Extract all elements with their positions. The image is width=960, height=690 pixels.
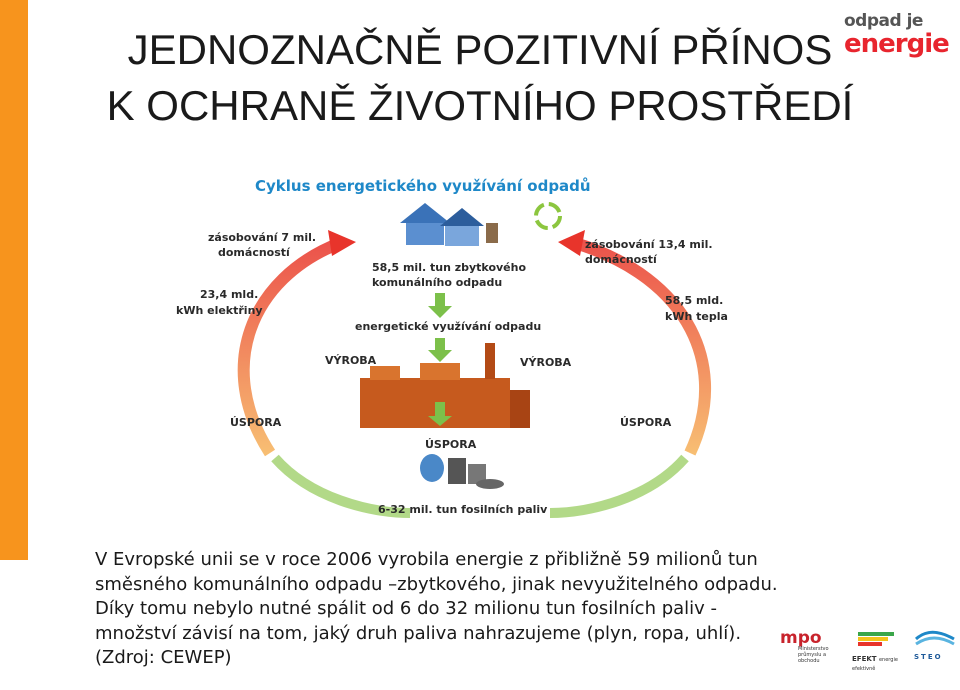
efekt-logo-mark — [852, 630, 904, 650]
efekt-logo-text: EFEKT — [852, 655, 877, 663]
mpo-logo — [780, 628, 840, 664]
page-title — [100, 22, 860, 134]
steo-logo — [914, 630, 956, 660]
brand-logo — [844, 12, 952, 58]
uspora-left-label: ÚSPORA — [230, 416, 282, 429]
title-line-1: JEDNOZNAČNĚ POZITIVNÍ PŘÍNOS — [127, 26, 833, 73]
right-mid-line-1: 58,5 mld. — [665, 294, 724, 307]
body-line-3: Díky tomu nebylo nutné spálit od 6 do 32 milionu tun fosilních paliv - — [95, 598, 718, 619]
fossil-label: 6-32 mil. tun fosilních paliv — [378, 503, 548, 516]
energy-cycle-diagram — [170, 168, 910, 528]
body-line-5: (Zdroj: CEWEP) — [95, 647, 232, 668]
partner-logos — [780, 628, 956, 672]
body-line-2: směsného komunálního odpadu –zbytkového, jinak nevyužitelného odpadu. — [95, 573, 778, 595]
steo-logo-mark — [914, 630, 956, 648]
right-top-line-2: domácností — [585, 253, 657, 266]
left-mid-line-2: kWh elektřiny — [176, 304, 263, 317]
right-mid-line-2: kWh tepla — [665, 310, 728, 323]
energy-cycle-svg — [170, 168, 910, 528]
body-line-4: množství závisí na tom, jaký druh paliva nahrazujeme (plyn, ropa, uhlí). — [95, 622, 742, 644]
uspora-center-label: ÚSPORA — [425, 438, 477, 451]
efekt-logo-small: energie efektivně — [852, 657, 898, 672]
body-paragraph — [95, 548, 835, 671]
left-top-line-1: zásobování 7 mil. — [208, 231, 317, 244]
brand-line-1: odpad je — [844, 11, 923, 31]
left-mid-line-1: 23,4 mld. — [200, 288, 259, 301]
mpo-logo-small: Ministerstvo průmyslu a obchodu — [798, 646, 829, 664]
energy-use-label: energetické využívání odpadu — [355, 320, 542, 333]
vyroba-right-label: VÝROBA — [520, 356, 572, 369]
waste-line-1: 58,5 mil. tun zbytkového — [372, 261, 527, 274]
title-line-2: K OCHRANĚ ŽIVOTNÍHO PROSTŘEDÍ — [106, 82, 854, 129]
left-top-line-2: domácností — [218, 246, 290, 259]
vyroba-left-label: VÝROBA — [325, 354, 377, 367]
body-line-1: V Evropské unii se v roce 2006 vyrobila energie z přibližně 59 milionů tun — [95, 549, 758, 570]
efekt-logo — [852, 630, 904, 672]
steo-logo-text: STEO — [914, 653, 943, 661]
diagram-title: Cyklus energetického využívání odpadů — [255, 177, 591, 195]
accent-bar — [0, 0, 28, 560]
brand-line-2: energie — [844, 29, 949, 59]
waste-line-2: komunálního odpadu — [372, 276, 503, 289]
right-top-line-1: zásobování 13,4 mil. — [585, 238, 713, 251]
uspora-right-label: ÚSPORA — [620, 416, 672, 429]
mpo-logo-text: mpo — [780, 628, 822, 648]
